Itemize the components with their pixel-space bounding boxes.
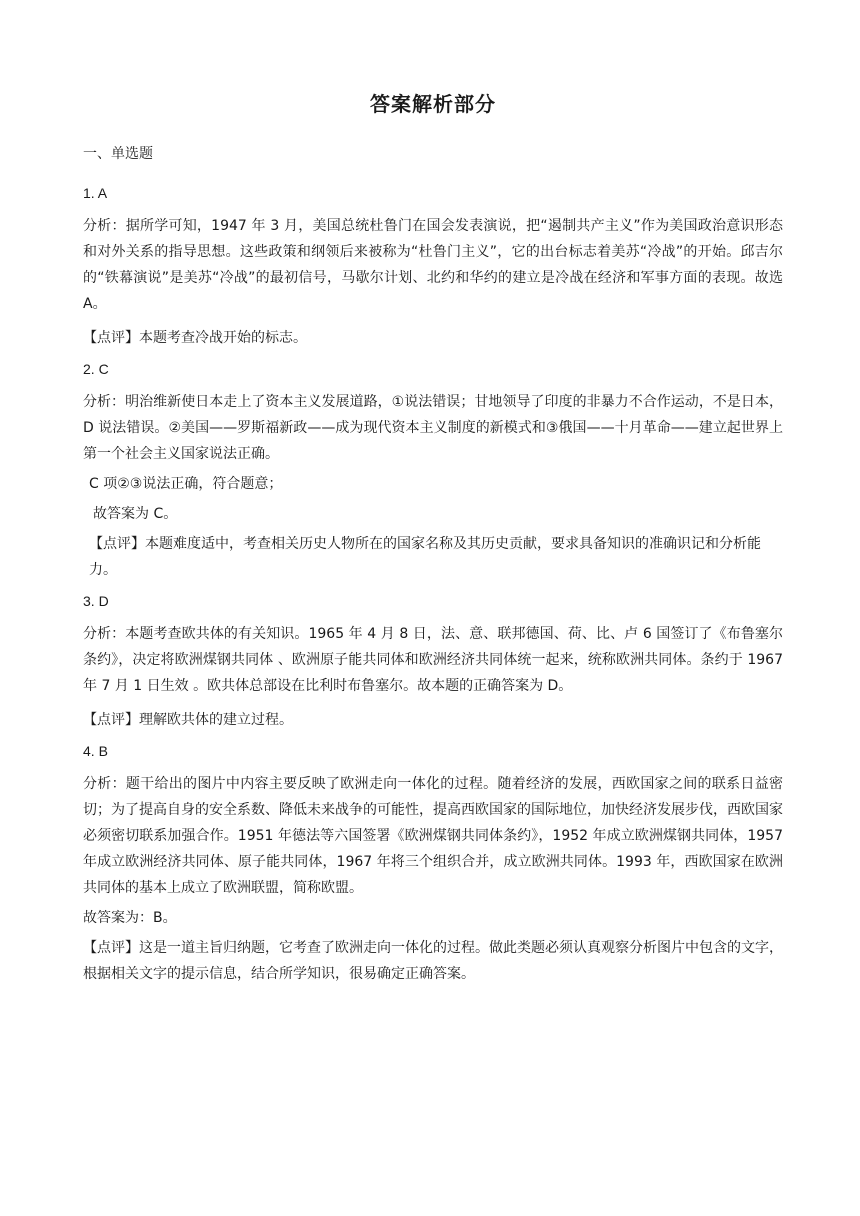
answer-document [83,88,783,997]
question-number: 3. D [83,593,109,609]
comment-text: 【点评】本题难度适中，考查相关历史人物所在的国家名称及其历史贡献，要求具备知识的准确识记和分析能力。 [89,536,761,578]
comment-text: 【点评】本题考查冷战开始的标志。 [83,330,307,346]
analysis-text: 分析：题干给出的图片中内容主要反映了欧洲走向一体化的过程。随着经济的发展，西欧国家之间的联系日益密切；为了提高自身的安全系数、降低未来战争的可能性，提高西欧国家的国际地位，加快经济发展步伐，西欧国家必须密切联系加强合作。1951 年德法等六国签署《欧洲煤钢共同体条约》，1952 年成立欧洲煤钢共同体，1957 年成立欧洲经济共同体、原子能共同体，1967 年将三个组织合并，成立欧洲共同体。1993 年，西欧国家在欧洲共同体的基本上成立了欧洲联盟，简称欧盟。 [83,776,783,896]
question-4 [83,743,783,987]
page-title: 答案解析部分 [370,92,496,116]
analysis-text: 分析：本题考查欧共体的有关知识。1965 年 4 月 8 日，法、意、联邦德国、荷、比、卢 6 国签订了《布鲁塞尔条约》，决定将欧洲煤钢共同体 、欧洲原子能共同体和欧洲经济共同体统一起来，统称欧洲共同体。条约于 1967 年 7 月 1 日生效 。欧共体总部设在比利时布鲁塞尔。故本题的正确答案为 D。 [83,626,783,694]
analysis-conclusion: C 项②③说法正确，符合题意； [89,476,283,492]
comment-text: 【点评】这是一道主旨归纳题，它考查了欧洲走向一体化的过程。做此类题必须认真观察分析图片中包含的文字，根据相关文字的提示信息，结合所学知识，很易确定正确答案。 [83,940,783,982]
answer-line: 故答案为：B。 [83,910,177,926]
question-number: 1. A [83,185,108,201]
analysis-text: 分析：据所学可知，1947 年 3 月，美国总统杜鲁门在国会发表演说，把“遏制共产主义”作为美国政治意识形态和对外关系的指导思想。这些政策和纲领后来被称为“杜鲁门主义”，它的出台标志着美苏“冷战”的开始。邱吉尔的“铁幕演说”是美苏“冷战”的最初信号，马歇尔计划、北约和华约的建立是冷战在经济和军事方面的表现。故选 A。 [83,218,783,312]
comment-text: 【点评】理解欧共体的建立过程。 [83,712,293,728]
analysis-text: 分析：明治维新使日本走上了资本主义发展道路，①说法错误；甘地领导了印度的非暴力不合作运动，不是日本， D 说法错误。②美国——罗斯福新政——成为现代资本主义制度的新模式和③俄国——十月革命——建立起世界上第一个社会主义国家说法正确。 [83,394,783,462]
section-heading: 一、单选题 [83,146,153,162]
question-3 [83,593,783,733]
question-1 [83,185,783,351]
question-2 [83,361,783,583]
question-number: 2. C [83,361,109,377]
answer-line: 故答案为 C。 [93,506,178,522]
question-number: 4. B [83,743,108,759]
